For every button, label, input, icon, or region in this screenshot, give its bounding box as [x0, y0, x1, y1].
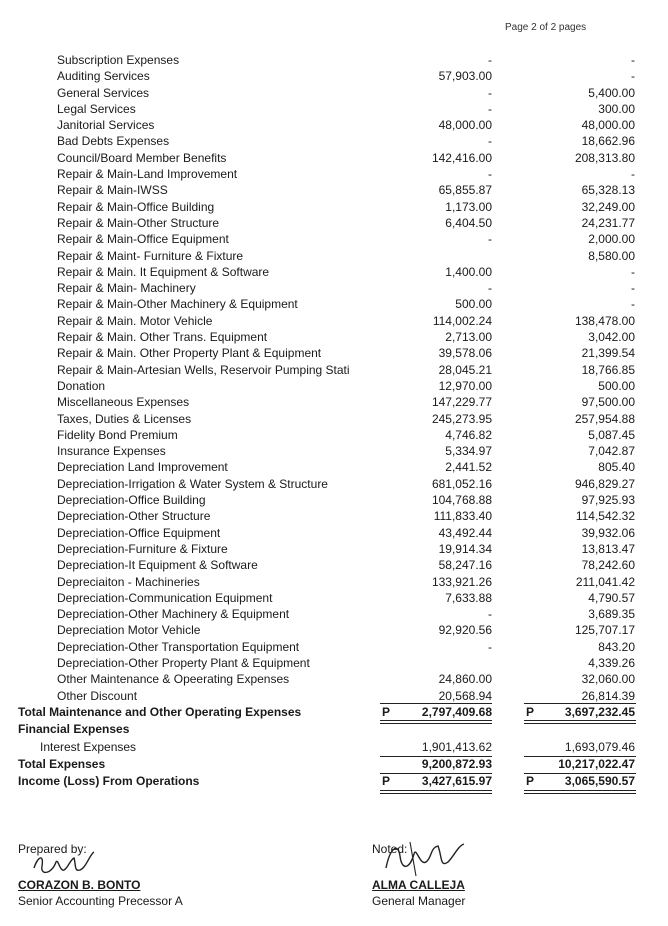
row-label: Bad Debts Expenses	[57, 134, 170, 149]
table-row	[0, 590, 668, 606]
prior-year-value: 211,041.42	[575, 574, 635, 589]
sub-row	[0, 738, 668, 756]
peso-sign: P	[382, 704, 391, 719]
prior-year-value: -	[631, 167, 635, 182]
table-row	[0, 671, 668, 687]
row-label: Repair & Main. Motor Vehicle	[57, 313, 213, 328]
table-row	[0, 313, 668, 329]
row-label: Auditing Services	[57, 69, 150, 84]
current-year-value: 3,427,615.97	[421, 773, 492, 788]
current-year-value: 24,860.00	[438, 672, 492, 687]
table-row	[0, 443, 668, 459]
row-label: Depreciaiton - Machineries	[57, 574, 200, 589]
current-year-value: 48,000.00	[438, 118, 492, 133]
current-year-value: 12,970.00	[438, 378, 492, 393]
row-label: Subscription Expenses	[57, 53, 180, 67]
prior-year-value: 5,400.00	[588, 85, 635, 100]
current-year-value: 19,914.34	[438, 541, 492, 556]
table-row	[0, 639, 668, 655]
prior-year-value: 7,042.87	[588, 444, 635, 459]
row-label: Income (Loss) From Operations	[18, 773, 200, 788]
current-year-value: 2,441.52	[445, 460, 492, 475]
row-label: Depreciation-Other Transportation Equipment	[57, 639, 300, 654]
prior-year-value: 26,814.39	[581, 688, 635, 703]
row-label: Total Expenses	[18, 756, 106, 771]
row-label: Repair & Main-Office Building	[57, 199, 215, 214]
prior-year-value: 946,829.27	[574, 476, 635, 491]
row-label: Depreciation-Irrigation & Water System & Structure	[57, 476, 328, 491]
current-year-value: 1,173.00	[445, 199, 492, 214]
row-label: Legal Services	[57, 101, 136, 116]
prior-year-value: 3,042.00	[588, 330, 635, 345]
row-label: Depreciation-It Equipment & Software	[57, 558, 258, 573]
table-row	[0, 622, 668, 638]
prior-year-value: 3,697,232.45	[564, 704, 635, 719]
row-label: Depreciation-Office Building	[57, 493, 206, 508]
table-row	[0, 492, 668, 508]
row-label: Donation	[57, 378, 106, 393]
table-row	[0, 378, 668, 394]
row-label: Taxes, Duties & Licenses	[57, 411, 192, 426]
current-year-value: -	[488, 134, 492, 149]
prior-year-value: 39,932.06	[581, 525, 635, 540]
current-year-value: 1,400.00	[445, 264, 492, 279]
double-rule	[524, 720, 636, 724]
single-rule	[380, 773, 492, 774]
current-year-value: 39,578.06	[438, 346, 492, 361]
row-label: Repair & Main- Machinery	[57, 281, 196, 296]
table-row	[0, 362, 668, 378]
noted-name: ALMA CALLEJA	[372, 878, 465, 892]
row-label: Miscellaneous Expenses	[57, 395, 190, 410]
prior-year-value: 18,662.96	[581, 134, 635, 149]
row-label: Fidelity Bond Premium	[57, 427, 178, 442]
noted-label: Noted:	[372, 842, 408, 856]
current-year-value: 57,903.00	[438, 69, 492, 84]
row-label: Depreciation-Office Equipment	[57, 525, 221, 540]
current-year-value: 147,229.77	[431, 395, 492, 410]
prior-year-value: 125,707.17	[574, 623, 635, 638]
expense-table	[0, 52, 668, 790]
row-label: Depreciation Land Improvement	[57, 460, 228, 475]
row-label: Interest Expenses	[40, 739, 137, 754]
table-row	[0, 280, 668, 296]
table-row	[0, 296, 668, 312]
prior-year-value: 13,813.47	[581, 541, 635, 556]
prior-year-value: 2,000.00	[588, 232, 635, 247]
row-label: Janitorial Services	[57, 118, 155, 133]
row-label: Depreciation-Other Structure	[57, 509, 211, 524]
prior-year-value: 4,790.57	[588, 590, 635, 605]
row-label: Repair & Main-Office Equipment	[57, 232, 229, 247]
prior-year-value: -	[631, 53, 635, 67]
prior-year-value: -	[631, 69, 635, 84]
row-label: Repair & Main. Other Trans. Equipment	[57, 330, 268, 345]
current-year-value: -	[488, 639, 492, 654]
prior-year-value: 21,399.54	[581, 346, 635, 361]
prior-year-value: 78,242.60	[581, 558, 635, 573]
table-row	[0, 345, 668, 361]
current-year-value: 142,416.00	[431, 150, 492, 165]
current-year-value: 111,833.40	[433, 509, 492, 524]
current-year-value: 2,713.00	[445, 330, 492, 345]
single-rule	[524, 756, 636, 757]
table-row	[0, 606, 668, 622]
prior-year-value: -	[631, 264, 635, 279]
prior-year-value: 65,328.13	[581, 183, 635, 198]
page-number-label: Page 2 of 2 pages	[505, 22, 587, 33]
single-rule	[380, 703, 492, 704]
peso-sign: P	[526, 773, 535, 788]
table-row	[0, 117, 668, 133]
prior-year-value: 843.20	[598, 639, 635, 654]
table-row	[0, 655, 668, 671]
prior-year-value: 24,231.77	[581, 215, 635, 230]
row-label: Depreciation-Furniture & Fixture	[57, 541, 228, 556]
row-label: Total Maintenance and Other Operating Expenses	[18, 704, 302, 719]
noted-title: General Manager	[372, 894, 466, 908]
single-rule	[380, 756, 492, 757]
prior-year-value: 3,689.35	[588, 607, 635, 622]
noted-signature-scrawl	[380, 838, 470, 880]
row-label: Depreciation Motor Vehicle	[57, 623, 201, 638]
total-row	[0, 704, 668, 721]
table-row	[0, 394, 668, 410]
double-rule	[380, 720, 492, 724]
row-label: Insurance Expenses	[57, 444, 166, 459]
double-rule	[380, 790, 492, 794]
prepared-by-name: CORAZON B. BONTO	[18, 878, 141, 892]
prior-year-value: 48,000.00	[581, 118, 635, 133]
table-row	[0, 215, 668, 231]
peso-sign: P	[382, 773, 391, 788]
current-year-value: 104,768.88	[431, 493, 492, 508]
row-label: Depreciation-Other Property Plant & Equipment	[57, 655, 310, 670]
table-row	[0, 411, 668, 427]
prior-year-value: 10,217,022.47	[558, 756, 635, 771]
prepared-by-title: Senior Accounting Precessor A	[18, 894, 183, 908]
table-row	[0, 68, 668, 84]
total-row	[0, 773, 668, 790]
current-year-value: -	[488, 281, 492, 296]
row-label: Council/Board Member Benefits	[57, 150, 227, 165]
current-year-value: 28,045.21	[438, 362, 492, 377]
prior-year-value: -	[631, 281, 635, 296]
table-row	[0, 231, 668, 247]
row-label: Repair & Main-Artesian Wells, Reservoir Pumping Stati	[57, 362, 350, 377]
prior-year-value: 3,065,590.57	[564, 773, 635, 788]
table-row	[0, 199, 668, 215]
prior-year-value: 32,060.00	[581, 672, 635, 687]
current-year-value: -	[488, 53, 492, 67]
current-year-value: 9,200,872.93	[421, 756, 492, 771]
current-year-value: 5,334.97	[445, 444, 492, 459]
current-year-value: 1,901,413.62	[421, 739, 492, 754]
prior-year-value: 257,954.88	[574, 411, 635, 426]
table-row	[0, 557, 668, 573]
row-label: Depreciation-Communication Equipment	[57, 590, 273, 605]
table-row	[0, 541, 668, 557]
peso-sign: P	[526, 704, 535, 719]
row-label: Financial Expenses	[18, 721, 130, 736]
row-label: Repair & Main-Other Structure	[57, 215, 220, 230]
row-label: Other Discount	[57, 688, 138, 703]
prior-year-value: 500.00	[598, 378, 635, 393]
current-year-value: -	[488, 167, 492, 182]
current-year-value: 2,797,409.68	[421, 704, 492, 719]
current-year-value: 92,920.56	[438, 623, 492, 638]
current-year-value: -	[488, 101, 492, 116]
prior-year-value: 97,925.93	[581, 493, 635, 508]
prepared-by-signatory	[18, 876, 183, 908]
prior-year-value: -	[631, 297, 635, 312]
current-year-value: 6,404.50	[445, 215, 492, 230]
table-row	[0, 459, 668, 475]
current-year-value: 65,855.87	[438, 183, 492, 198]
current-year-value: -	[488, 607, 492, 622]
table-row	[0, 52, 668, 68]
prior-year-value: 8,580.00	[588, 248, 635, 263]
prior-year-value: 32,249.00	[581, 199, 635, 214]
current-year-value: 681,052.16	[431, 476, 492, 491]
row-label: Repair & Main. It Equipment & Software	[57, 264, 270, 279]
table-row	[0, 688, 668, 704]
current-year-value: 43,492.44	[438, 525, 492, 540]
current-year-value: -	[488, 232, 492, 247]
current-year-value: 20,568.94	[438, 688, 492, 703]
table-row	[0, 150, 668, 166]
table-row	[0, 166, 668, 182]
prior-year-value: 1,693,079.46	[564, 739, 635, 754]
total-row	[0, 756, 668, 773]
table-row	[0, 264, 668, 280]
table-row	[0, 101, 668, 117]
current-year-value: 245,273.95	[431, 411, 492, 426]
prior-year-value: 4,339.26	[588, 655, 635, 670]
table-row	[0, 476, 668, 492]
row-label: Repair & Main-IWSS	[57, 183, 168, 198]
current-year-value: 114,002.24	[432, 313, 492, 328]
table-row	[0, 508, 668, 524]
row-label: General Services	[57, 85, 150, 100]
current-year-value: 133,921.26	[431, 574, 492, 589]
row-label: Depreciation-Other Machinery & Equipment	[57, 607, 290, 622]
row-label: Repair & Main-Other Machinery & Equipment	[57, 297, 298, 312]
single-rule	[524, 703, 636, 704]
prior-year-value: 97,500.00	[581, 395, 635, 410]
table-row	[0, 574, 668, 590]
table-row	[0, 525, 668, 541]
current-year-value: 58,247.16	[438, 558, 492, 573]
current-year-value: 500.00	[455, 297, 492, 312]
table-row	[0, 133, 668, 149]
table-row	[0, 427, 668, 443]
prior-year-value: 18,766.85	[581, 362, 635, 377]
prior-year-value: 300.00	[598, 101, 635, 116]
prior-year-value: 138,478.00	[574, 313, 635, 328]
row-label: Other Maintenance & Opeerating Expenses	[57, 672, 290, 687]
prepared-by-label: Prepared by:	[18, 842, 87, 856]
prior-year-value: 805.40	[598, 460, 635, 475]
prior-year-value: 5,087.45	[588, 427, 635, 442]
table-row	[0, 248, 668, 264]
row-label: Repair & Main. Other Property Plant & Equipment	[57, 346, 322, 361]
double-rule	[524, 790, 636, 794]
current-year-value: -	[488, 85, 492, 100]
noted-signatory	[372, 876, 465, 908]
table-row	[0, 85, 668, 101]
current-year-value: 7,633.88	[445, 590, 492, 605]
row-label: Repair & Main-Land Improvement	[57, 167, 238, 182]
prior-year-value: 114,542.32	[575, 509, 635, 524]
current-year-value: 4,746.82	[445, 427, 492, 442]
prior-year-value: 208,313.80	[574, 150, 635, 165]
table-row	[0, 182, 668, 198]
single-rule	[524, 773, 636, 774]
table-row	[0, 329, 668, 345]
row-label: Repair & Maint- Furniture & Fixture	[57, 248, 244, 263]
